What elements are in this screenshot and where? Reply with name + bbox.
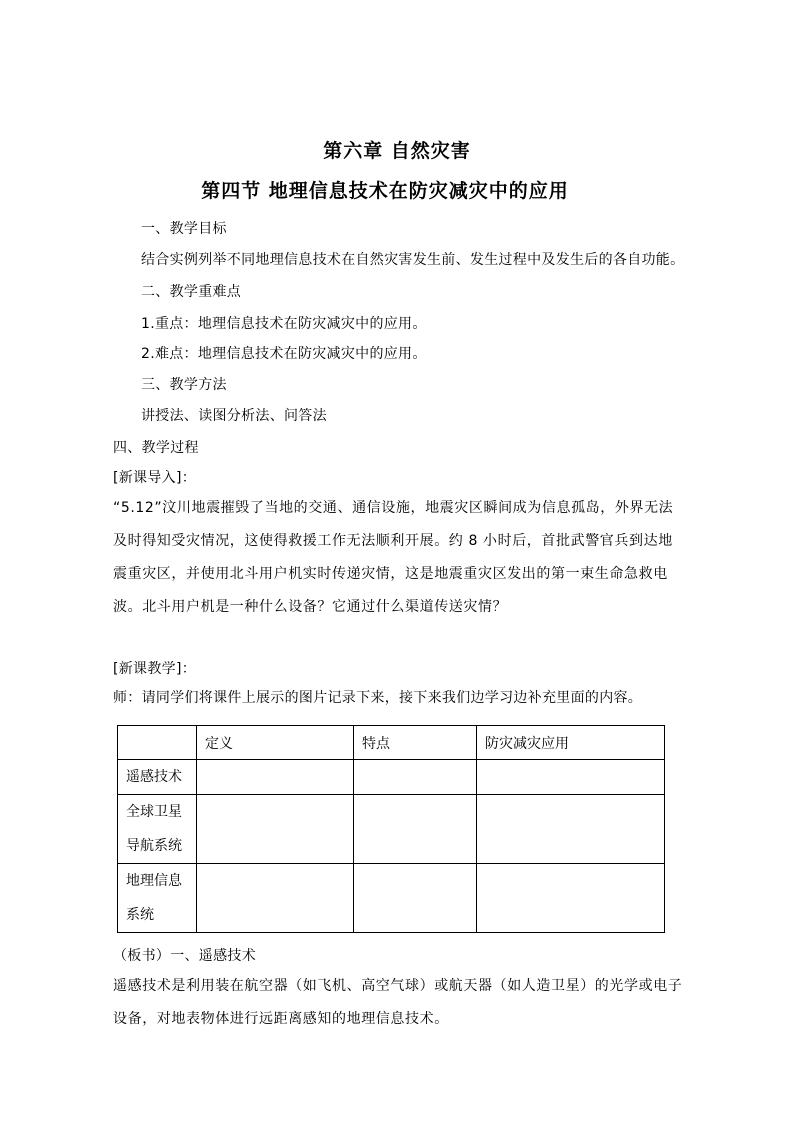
intro-label: [新课导入]： xyxy=(113,470,197,486)
heading-teaching-goal: 一、教学目标 xyxy=(141,221,227,237)
remote-sensing-paragraph: 遥感技术是利用装在航空器（如飞机、高空气球）或航天器（如人造卫星）的光学或电子设备，对地表物体进行远距离感知的地理信息技术。 xyxy=(113,978,683,1027)
difficult-point-text: 2.难点：地理信息技术在防灾减灾中的应用。 xyxy=(141,346,427,362)
table-header-row xyxy=(118,726,665,760)
table-cell xyxy=(477,760,665,795)
table-cell xyxy=(197,795,354,864)
table-cell xyxy=(197,864,354,933)
table-cell xyxy=(354,795,477,864)
teaching-goal-text: 结合实例列举不同地理信息技术在自然灾害发生前、发生过程中及发生后的各自功能。 xyxy=(141,252,685,268)
intro-paragraph: “5.12”汶川地震摧毁了当地的交通、通信设施，地震灾区瞬间成为信息孤岛，外界无法及时得知受灾情况，这使得救援工作无法顺利开展。约 8 小时后，首批武警官兵到达地震重灾区，并使用北斗用户机实时传递灾情，这是地震重灾区发出的第一束生命急救电波。北斗用户机是一种什么设备？它通过什么渠道传送灾情？ xyxy=(113,500,674,615)
table-cell xyxy=(477,795,665,864)
heading-key-points: 二、教学重难点 xyxy=(141,284,242,300)
info-tech-table xyxy=(117,725,665,933)
table-row xyxy=(118,795,665,864)
teacher-instruction: 师：请同学们将课件上展示的图片记录下来，接下来我们边学习边补充里面的内容。 xyxy=(113,690,643,706)
table-header-cell: 定义 xyxy=(197,726,354,760)
table-header-cell: 防灾减灾应用 xyxy=(477,726,665,760)
table-header-cell xyxy=(118,726,197,760)
table-row-label: 全球卫星 导航系统 xyxy=(118,795,197,864)
table-row-label: 遥感技术 xyxy=(118,760,197,795)
table-cell xyxy=(354,760,477,795)
teaching-method-text: 讲授法、读图分析法、问答法 xyxy=(141,408,327,424)
heading-teaching-method: 三、教学方法 xyxy=(141,377,227,393)
table-cell xyxy=(354,864,477,933)
chapter-title: 第六章 自然灾害 xyxy=(323,140,471,162)
key-point-text: 1.重点：地理信息技术在防灾减灾中的应用。 xyxy=(141,316,427,332)
table-header-cell: 特点 xyxy=(354,726,477,760)
table-row xyxy=(118,864,665,933)
table-row-label: 地理信息 系统 xyxy=(118,864,197,933)
new-lesson-label: [新课教学]： xyxy=(113,661,197,677)
heading-teaching-process: 四、教学过程 xyxy=(113,440,199,456)
table-cell xyxy=(477,864,665,933)
table-cell xyxy=(197,760,354,795)
table-row xyxy=(118,760,665,795)
section-title: 第四节 地理信息技术在防灾减灾中的应用 xyxy=(201,180,569,202)
board-heading: （板书）一、遥感技术 xyxy=(113,948,256,964)
